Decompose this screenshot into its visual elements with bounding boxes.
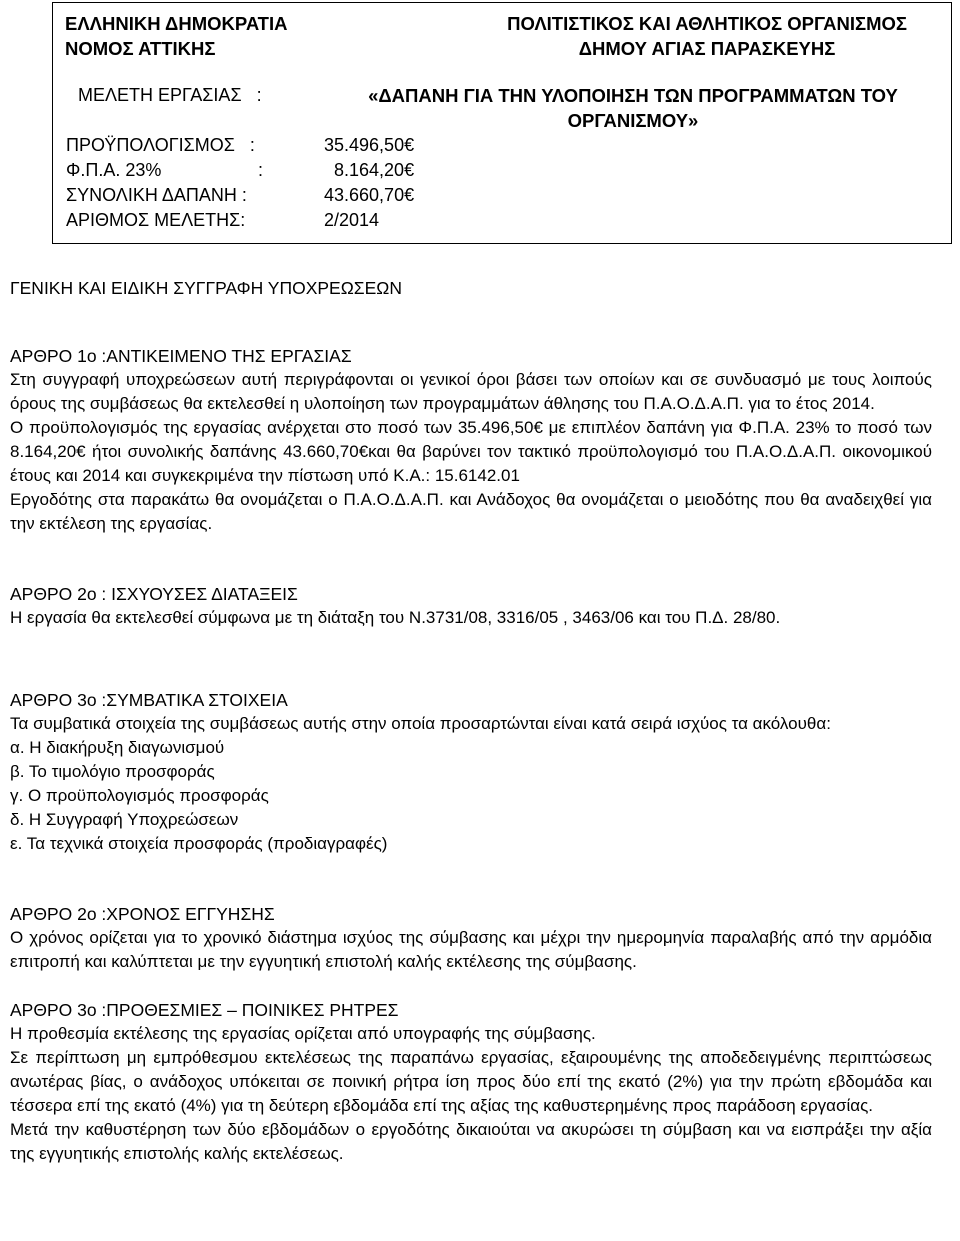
budget-value: 35.496,50€	[324, 135, 415, 155]
total-label: ΣΥΝΟΛΙΚΗ ΔΑΠΑΝΗ :	[66, 185, 247, 205]
list-item: ε. Τα τεχνικά στοιχεία προσφοράς (προδιαγραφές)	[10, 834, 388, 853]
article-3	[10, 688, 932, 856]
study-number-value: 2/2014	[324, 210, 380, 230]
list-item: δ. Η Συγγραφή Υποχρεώσεων	[10, 810, 239, 829]
organization-block	[507, 11, 907, 61]
article-deadlines-paragraph-1: Η προθεσμία εκτέλεσης της εργασίας ορίζεται από υπογραφής της σύμβασης.	[10, 1024, 596, 1043]
document-body	[10, 276, 932, 1166]
organization-municipality: ΔΗΜΟΥ ΑΓΙΑΣ ΠΑΡΑΣΚΕΥΗΣ	[578, 38, 836, 59]
article-warranty-heading: ΑΡΘΡΟ 2ο :ΧΡΟΝΟΣ ΕΓΓΥΗΣΗΣ	[10, 904, 275, 924]
article-deadlines-paragraph-3: Μετά την καθυστέρηση των δύο εβδομάδων ο εργοδότης δικαιούται να ακυρώσει τη σύμβαση και να εισπράξει την αξία της εγγυητικής επιστολής καλής εκτελέσεως.	[10, 1120, 932, 1163]
header-box	[52, 2, 952, 244]
issuer-prefecture: ΝΟΜΟΣ ΑΤΤΙΚΗΣ	[65, 38, 216, 59]
study-number-label: ΑΡΙΘΜΟΣ ΜΕΛΕΤΗΣ:	[66, 210, 246, 230]
study-label: ΜΕΛΕΤΗ ΕΡΓΑΣΙΑΣ :	[78, 85, 262, 105]
vat-colon: :	[258, 160, 264, 180]
article-warranty-paragraph-1: Ο χρόνος ορίζεται για το χρονικό διάστημα ισχύος της σύμβασης και μέχρι την ημερομηνία παραλαβής από την αρμόδια επιτροπή και καλύπτεται με την εγγυητική επιστολή καλής εκτέλεσης της σύμβασης.	[10, 928, 932, 971]
article-1-heading: ΑΡΘΡΟ 1ο :ΑΝΤΙΚΕΙΜΕΝΟ ΤΗΣ ΕΡΓΑΣΙΑΣ	[10, 346, 352, 366]
vat-value: 8.164,20€	[334, 160, 415, 180]
budget-row	[66, 133, 255, 158]
budget-label: ΠΡΟΫΠΟΛΟΓΙΣΜΟΣ :	[66, 135, 255, 155]
article-2-paragraph-1: Η εργασία θα εκτελεσθεί σύμφωνα με τη διάταξη του Ν.3731/08, 3316/05 , 3463/06 και του Π.Δ. 28/80.	[10, 608, 781, 627]
article-deadlines-paragraph-2: Σε περίπτωση μη εμπρόθεσμου εκτελέσεως της παραπάνω εργασίας, εξαιρουμένης της αποδεδειγμένης περιπτώσεως ανωτέρας βίας, ο ανάδοχος υπόκειται σε ποινική ρήτρα ίση προς δύο επί της εκατό (2%) για την πρώτη εβδομάδα και τέσσερα επί της εκατό (4%) για τη δεύτερη εβδομάδα επί της αξίας της καθυστερημένης προς παράδοση εργασίας.	[10, 1048, 932, 1115]
list-item: β. Το τιμολόγιο προσφοράς	[10, 762, 215, 781]
list-item: α. Η διακήρυξη διαγωνισμού	[10, 738, 225, 757]
section-title: ΓΕΝΙΚΗ ΚΑΙ ΕΙΔΙΚΗ ΣΥΓΓΡΑΦΗ ΥΠΟΧΡΕΩΣΕΩΝ	[10, 278, 402, 298]
article-1-paragraph-3: Εργοδότης στα παρακάτω θα ονομάζεται ο Π.Α.Ο.Δ.Α.Π. και Ανάδοχος θα ονομάζεται ο μειοδότης που θα αναδειχθεί για την εκτέλεση της εργασίας.	[10, 490, 932, 533]
vat-label: Φ.Π.Α. 23%	[66, 160, 162, 180]
list-item: γ. Ο προϋπολογισμός προσφοράς	[10, 786, 269, 805]
article-deadlines	[10, 998, 932, 1166]
article-3-paragraph-1: Τα συμβατικά στοιχεία της συμβάσεως αυτής στην οποία προσαρτώνται είναι κατά σειρά ισχύος τα ακόλουθα:	[10, 714, 831, 733]
article-2-heading: ΑΡΘΡΟ 2ο : ΙΣΧΥΟΥΣΕΣ ΔΙΑΤΑΞΕΙΣ	[10, 584, 298, 604]
article-1-paragraph-2: Ο προϋπολογισμός της εργασίας ανέρχεται στο ποσό των 35.496,50€ με επιπλέον δαπάνη για Φ.Π.Α. 23% το ποσό των 8.164,20€ ήτοι συνολικής δαπάνης 43.660,70€και θα βαρύνει τον τακτικό προϋπολογισμό του Π.Α.Ο.Δ.Α.Π. οικονομικού έτους και 2014 και συγκεκριμένα την πίστωση υπό Κ.Α.: 15.6142.01	[10, 418, 932, 485]
article-1-paragraph-1: Στη συγγραφή υποχρεώσεων αυτή περιγράφονται οι γενικοί όροι βάσει των οποίων και σε συνδυασμό με τους λοιπούς όρους της συμβάσεως θα εκτελεσθεί η υλοποίηση των προγραμμάτων άθλησης του Π.Α.Ο.Δ.Α.Π. για το έτος 2014.	[10, 370, 932, 413]
article-deadlines-heading: ΑΡΘΡΟ 3ο :ΠΡΟΘΕΣΜΙΕΣ – ΠΟΙΝΙΚΕΣ ΡΗΤΡΕΣ	[10, 1000, 399, 1020]
organization-name: ΠΟΛΙΤΙΣΤΙΚΟΣ ΚΑΙ ΑΘΛΗΤΙΚΟΣ ΟΡΓΑΝΙΣΜΟΣ	[507, 13, 907, 34]
issuer-block	[65, 11, 287, 61]
study-title: «ΔΑΠΑΝΗ ΓΙΑ ΤΗΝ ΥΛΟΠΟΙΗΣΗ ΤΩΝ ΠΡΟΓΡΑΜΜΑΤΩΝ ΤΟΥ ΟΡΓΑΝΙΣΜΟΥ»	[368, 85, 898, 131]
article-2	[10, 582, 932, 630]
total-value: 43.660,70€	[324, 185, 415, 205]
article-warranty	[10, 902, 932, 974]
article-1	[10, 344, 932, 536]
article-3-heading: ΑΡΘΡΟ 3ο :ΣΥΜΒΑΤΙΚΑ ΣΤΟΙΧΕΙΑ	[10, 690, 288, 710]
issuer-country: ΕΛΛΗΝΙΚΗ ΔΗΜΟΚΡΑΤΙΑ	[65, 13, 288, 34]
